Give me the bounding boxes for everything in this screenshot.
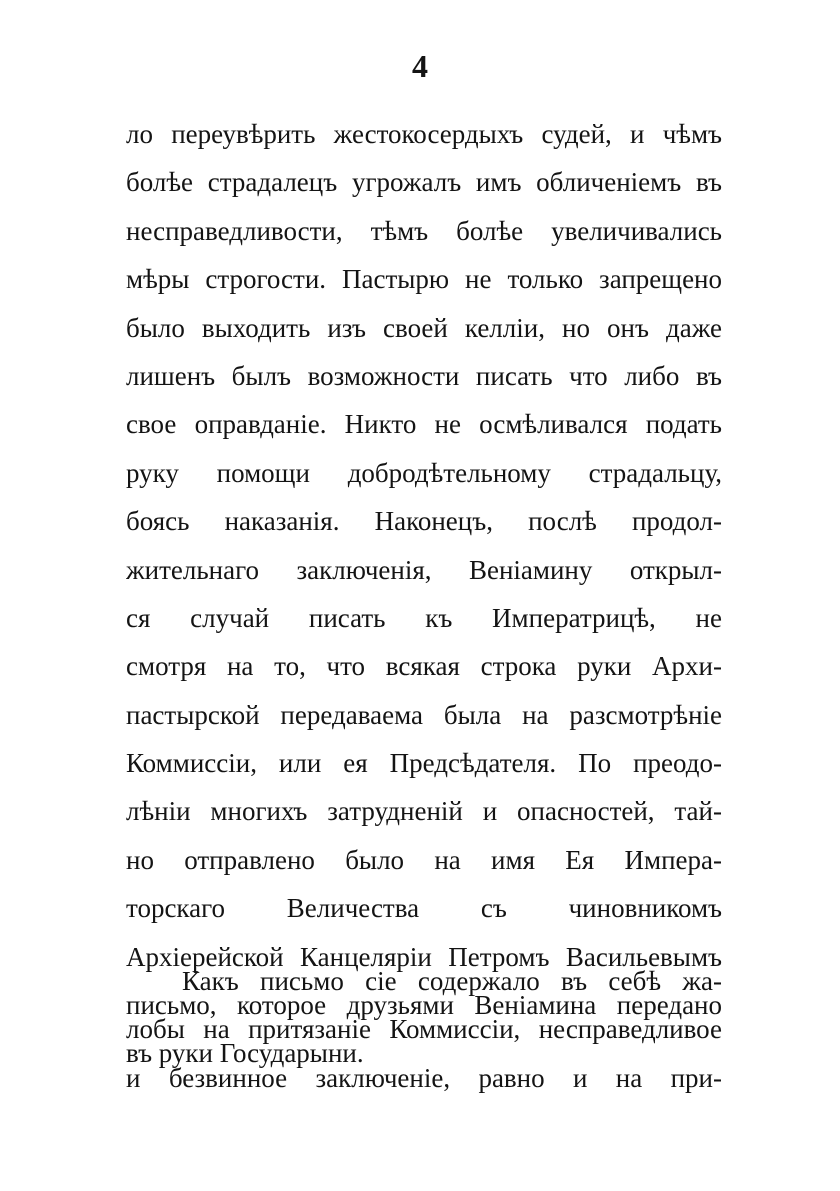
text-line: жительнаго заключенія, Веніамину открыл- xyxy=(126,554,722,585)
page-number: 4 xyxy=(412,48,428,84)
paragraph-2 xyxy=(126,957,722,1102)
text-line: болѣе страдалецъ угрожалъ имъ обличеніемъ въ xyxy=(126,167,722,198)
text-line: торскаго Величества съ чиновникомъ xyxy=(126,893,722,924)
text-line: Какъ письмо сіе содержало въ себѣ жа- xyxy=(182,966,722,996)
text-line: лѣніи многихъ затрудненій и опасностей, тай- xyxy=(126,796,722,827)
text-line: лобы на притязаніе Коммиссіи, несправедливое xyxy=(126,1014,722,1045)
text-line: ло переувѣрить жестокосердыхъ судей, и чѣмъ xyxy=(126,119,722,149)
text-line: но отправлено было на имя Ея Импера- xyxy=(126,844,722,875)
text-line: мѣры строгости. Пастырю не только запрещено xyxy=(126,264,722,295)
text-line: въ руки Государыни. xyxy=(126,1038,364,1069)
text-line: было выходить изъ своей келліи, но онъ даже xyxy=(126,312,722,343)
text-line: смотря на то, что всякая строка руки Архи- xyxy=(126,651,722,682)
text-line: свое оправданіе. Никто не осмѣливался подать xyxy=(126,409,722,440)
text-line: Коммиссіи, или ея Предсѣдателя. По преодо- xyxy=(126,748,722,779)
text-line: лишенъ былъ возможности писать что либо въ xyxy=(126,360,722,391)
paragraph-1 xyxy=(126,110,722,1078)
text-line: несправедливости, тѣмъ болѣе увеличивались xyxy=(126,215,722,246)
text-line: Архіерейской Канцелярiи Петромъ Васильевымъ xyxy=(126,941,722,972)
text-line: боясь наказанія. Наконецъ, послѣ продол- xyxy=(126,506,722,537)
text-line: ся случай писать къ Императрицѣ, не xyxy=(126,602,722,633)
text-line: письмо, которое друзьями Веніамина передано xyxy=(126,990,722,1021)
text-line: руку помощи добродѣтельному страдальцу, xyxy=(126,457,722,488)
text-line: пастырской передаваема была на разсмотрѣніе xyxy=(126,699,722,730)
text-line: и безвинное заключеніе, равно и на при- xyxy=(126,1062,722,1093)
